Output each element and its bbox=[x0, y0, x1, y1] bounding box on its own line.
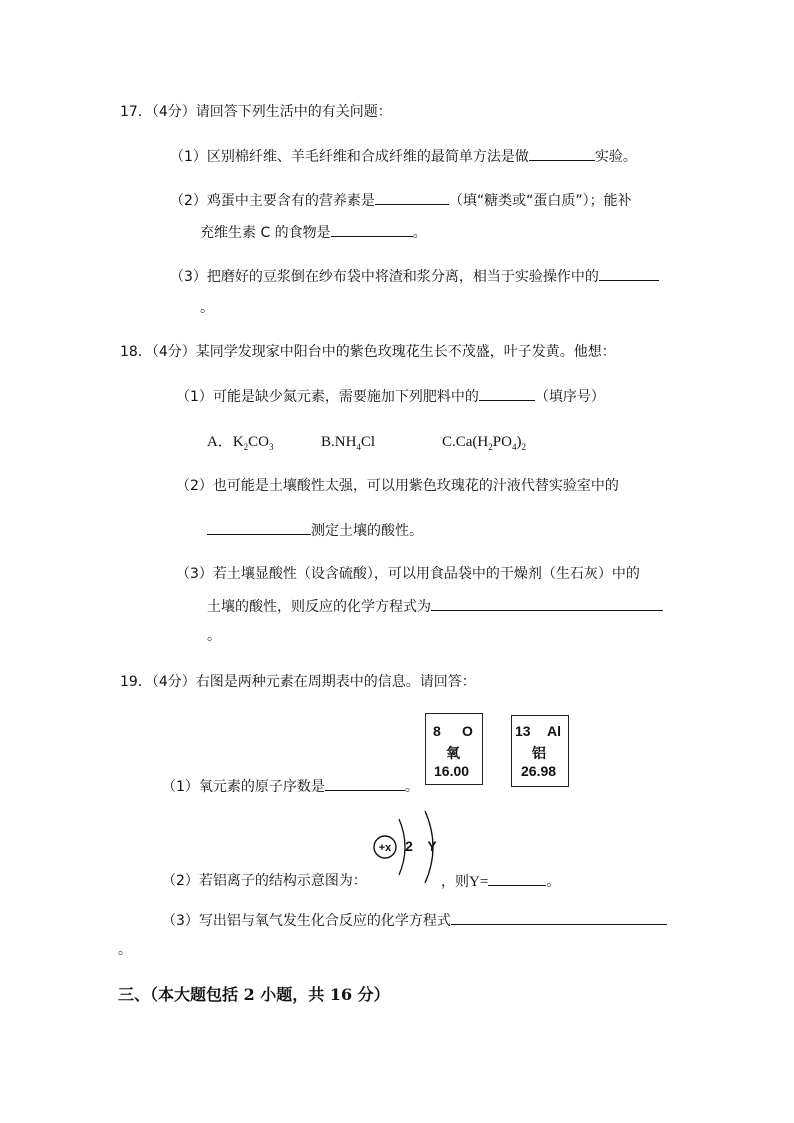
oxygen-element-tile bbox=[425, 713, 483, 785]
element-symbol: Al bbox=[547, 723, 561, 739]
answer-blank[interactable] bbox=[599, 266, 659, 281]
option-a-text: CO bbox=[248, 434, 270, 450]
q17-part3 bbox=[170, 266, 659, 287]
q18-part2-cont bbox=[207, 520, 423, 541]
q17-part1-text: （1）区别棉纤维、羊毛纤维和合成纤维的最简单方法是做 bbox=[170, 149, 529, 165]
subscript: 4 bbox=[356, 442, 361, 452]
nucleus-charge-label: +x bbox=[378, 842, 392, 854]
q19-part1-text: （1）氧元素的原子序数是 bbox=[162, 779, 325, 795]
shell-1-electrons: 2 bbox=[405, 838, 413, 854]
q18-part3: （3）若土壤显酸性（设含硫酸），可以用食品袋中的干燥剂（生石灰）中的 bbox=[176, 566, 640, 582]
q18-part3-end: 。 bbox=[207, 628, 221, 644]
subscript: 3 bbox=[269, 442, 274, 452]
q18-option-c bbox=[442, 432, 526, 457]
q18-option-b bbox=[321, 432, 375, 457]
answer-blank[interactable] bbox=[207, 520, 311, 535]
option-a-text: A．K bbox=[207, 434, 244, 450]
q18-stem: 18．（4分）某同学发现家中阳台中的紫色玫瑰花生长不茂盛，叶子发黄。他想： bbox=[120, 344, 616, 360]
q17-part2-cont bbox=[200, 222, 427, 243]
answer-blank[interactable] bbox=[451, 910, 667, 925]
q18-part1-text: （1）可能是缺少氮元素，需要施加下列肥料中的 bbox=[176, 389, 479, 405]
subscript: 4 bbox=[511, 442, 517, 452]
q17-part2-cont-text: 充维生素 C 的食物是 bbox=[200, 225, 331, 241]
aluminum-element-tile bbox=[511, 715, 569, 787]
atomic-number: 8 bbox=[433, 723, 441, 739]
q19-part1-end: 。 bbox=[404, 779, 419, 795]
q17-part3-text: （3）把磨好的豆浆倒在纱布袋中将渣和浆分离，相当于实验操作中的 bbox=[170, 269, 599, 285]
atomic-mass: 26.98 bbox=[521, 763, 557, 779]
option-c-text: C.Ca(H bbox=[442, 434, 489, 450]
element-symbol: O bbox=[462, 723, 473, 739]
option-c-text: ) bbox=[516, 434, 522, 450]
q17-stem: 17．（4分）请回答下列生活中的有关问题： bbox=[120, 104, 392, 120]
answer-blank[interactable] bbox=[529, 146, 595, 161]
q18-part3-cont-text: 土壤的酸性，则反应的化学方程式为 bbox=[207, 599, 431, 615]
option-b-text: B.NH bbox=[321, 434, 357, 450]
subscript: 2 bbox=[488, 442, 493, 452]
q17-part1 bbox=[170, 146, 637, 167]
q17-part2-hint: （填“糖类或“蛋白质”）；能补 bbox=[448, 193, 632, 209]
q17-part2-end: 。 bbox=[412, 225, 427, 241]
section-3-heading: 三、（本大题包括 2 小题，共 16 分） bbox=[118, 985, 390, 1004]
q19-y-label: Y= bbox=[469, 874, 489, 890]
q18-option-a bbox=[207, 432, 274, 457]
q18-part2-tail: 测定土壤的酸性。 bbox=[311, 523, 423, 539]
q18-part2: （2）也可能是土壤酸性太强，可以用紫色玫瑰花的汁液代替实验室中的 bbox=[176, 478, 619, 494]
q19-part3-end: 。 bbox=[118, 942, 132, 958]
q19-part2-text: ，则 bbox=[441, 874, 469, 890]
q17-part2 bbox=[170, 190, 632, 211]
option-c-text: PO bbox=[492, 434, 512, 450]
answer-blank[interactable] bbox=[488, 871, 546, 886]
atomic-number: 13 bbox=[515, 723, 531, 739]
q19-part2-tail bbox=[441, 871, 560, 892]
q18-part3-cont bbox=[207, 596, 663, 617]
q19-part2-end: 。 bbox=[546, 874, 561, 890]
aluminum-ion-structure-diagram bbox=[371, 807, 443, 887]
q17-part3-end: 。 bbox=[200, 300, 214, 316]
answer-blank[interactable] bbox=[479, 386, 535, 401]
q19-part2: （2）若铝离子的结构示意图为： bbox=[162, 873, 367, 889]
q18-part1 bbox=[176, 386, 605, 407]
option-b-text: Cl bbox=[360, 434, 376, 450]
q17-part1-tail: 实验。 bbox=[594, 149, 637, 165]
element-name: 氧 bbox=[446, 745, 460, 761]
atomic-mass: 16.00 bbox=[434, 763, 470, 779]
answer-blank[interactable] bbox=[331, 222, 413, 237]
q19-stem: 19．（4分）右图是两种元素在周期表中的信息。请回答： bbox=[120, 674, 476, 690]
q19-part1 bbox=[162, 776, 419, 797]
subscript: 2 bbox=[521, 442, 526, 452]
electron-shell-1 bbox=[399, 819, 405, 875]
q19-part3-text: （3）写出铝与氧气发生化合反应的化学方程式 bbox=[162, 913, 451, 929]
q19-part3 bbox=[162, 910, 667, 931]
answer-blank[interactable] bbox=[325, 776, 405, 791]
q17-part2-text: （2）鸡蛋中主要含有的营养素是 bbox=[170, 193, 375, 209]
shell-2-electrons: Y bbox=[427, 838, 437, 854]
answer-blank[interactable] bbox=[375, 190, 449, 205]
answer-blank[interactable] bbox=[431, 596, 663, 611]
q18-part1-tail: （填序号） bbox=[534, 389, 605, 405]
element-name: 铝 bbox=[532, 745, 546, 761]
subscript: 2 bbox=[243, 442, 249, 452]
